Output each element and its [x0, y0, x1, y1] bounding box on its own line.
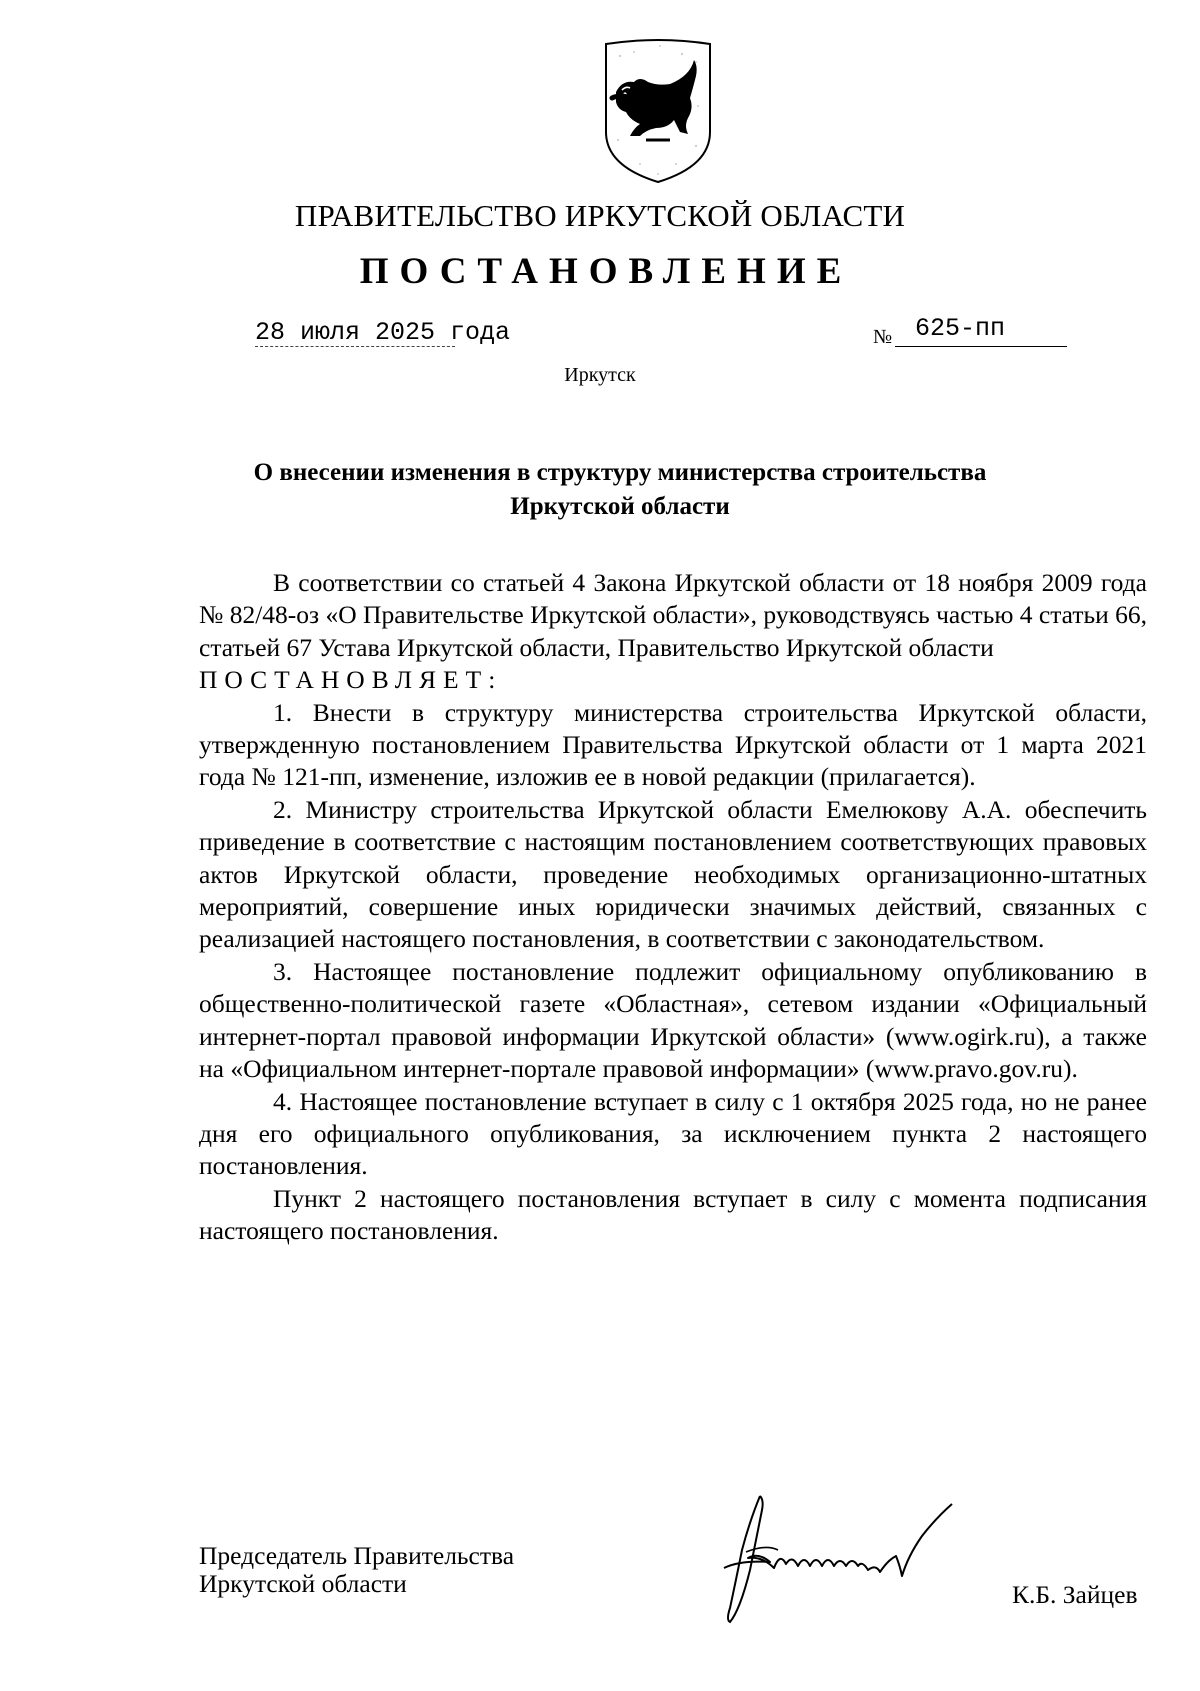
- position-line-1: Председатель Правительства: [199, 1541, 515, 1570]
- position-line-2: Иркутской области: [199, 1569, 407, 1598]
- preamble: В соответствии со статьей 4 Закона Иркутской области от 18 ноября 2009 года № 82/48-оз «О Правительстве Иркутской области», руководствуясь частью 4 статьи 66, статьей 67 Устава Иркутской области, Правительство Иркутской области: [199, 568, 1147, 662]
- clause-5: Пункт 2 настоящего постановления вступает в силу с момента подписания настоящего постановления.: [199, 1183, 1147, 1246]
- clause-2: 2. Министру строительства Иркутской области Емелюкову А.А. обеспечить приведение в соответствие с настоящим постановлением соответствующих правовых актов Иркутской области, проведение необходимых организационно-штатных мероприятий, совершение иных юридически значимых действий, связанных с реализацией настоящего постановления, в соответствии с законодательством.: [199, 794, 1147, 954]
- irkutsk-coat-of-arms-icon: [600, 36, 716, 184]
- document-date: 28 июля 2025 года: [255, 318, 511, 347]
- document-body: [199, 567, 1147, 1248]
- clause-1: 1. Внести в структуру министерства строительства Иркутской области, утвержденную постановлением Правительства Иркутской области от 1 марта 2021 года № 121-пп, изменение, изложив ее в новой редакции (прилагается).: [199, 697, 1147, 792]
- clause-3: 3. Настоящее постановление подлежит официальному опубликованию в общественно-политической газете «Областная», сетевом издании «Официальный интернет-портал правовой информации Иркутской области» (www.ogirk.ru), а также на «Официальном интернет-портале правовой информации» (www.pravo.gov.ru).: [199, 956, 1147, 1084]
- document-number: 625-пп: [915, 314, 1006, 343]
- signatory-name: К.Б. Зайцев: [1012, 1580, 1138, 1609]
- government-name: ПРАВИТЕЛЬСТВО ИРКУТСКОЙ ОБЛАСТИ: [294, 198, 906, 233]
- clause-4: 4. Настоящее постановление вступает в силу с 1 октября 2025 года, но не ранее дня его официального опубликования, за исключением пункта 2 настоящего постановления.: [199, 1086, 1147, 1181]
- document-title: [180, 456, 1060, 524]
- city-name: Иркутск: [564, 364, 636, 386]
- signatory-position: [199, 1542, 514, 1598]
- resolves-heading: ПОСТАНОВЛЯЕТ:: [199, 665, 503, 695]
- title-line-1: О внесении изменения в структуру министерства строительства: [253, 459, 987, 486]
- number-underline: [895, 346, 1067, 347]
- date-underline: [255, 346, 455, 347]
- handwritten-signature-icon: [700, 1460, 970, 1630]
- document-type: ПОСТАНОВЛЕНИЕ: [359, 251, 853, 292]
- number-label: №: [873, 326, 893, 348]
- title-line-2: Иркутской области: [510, 493, 730, 520]
